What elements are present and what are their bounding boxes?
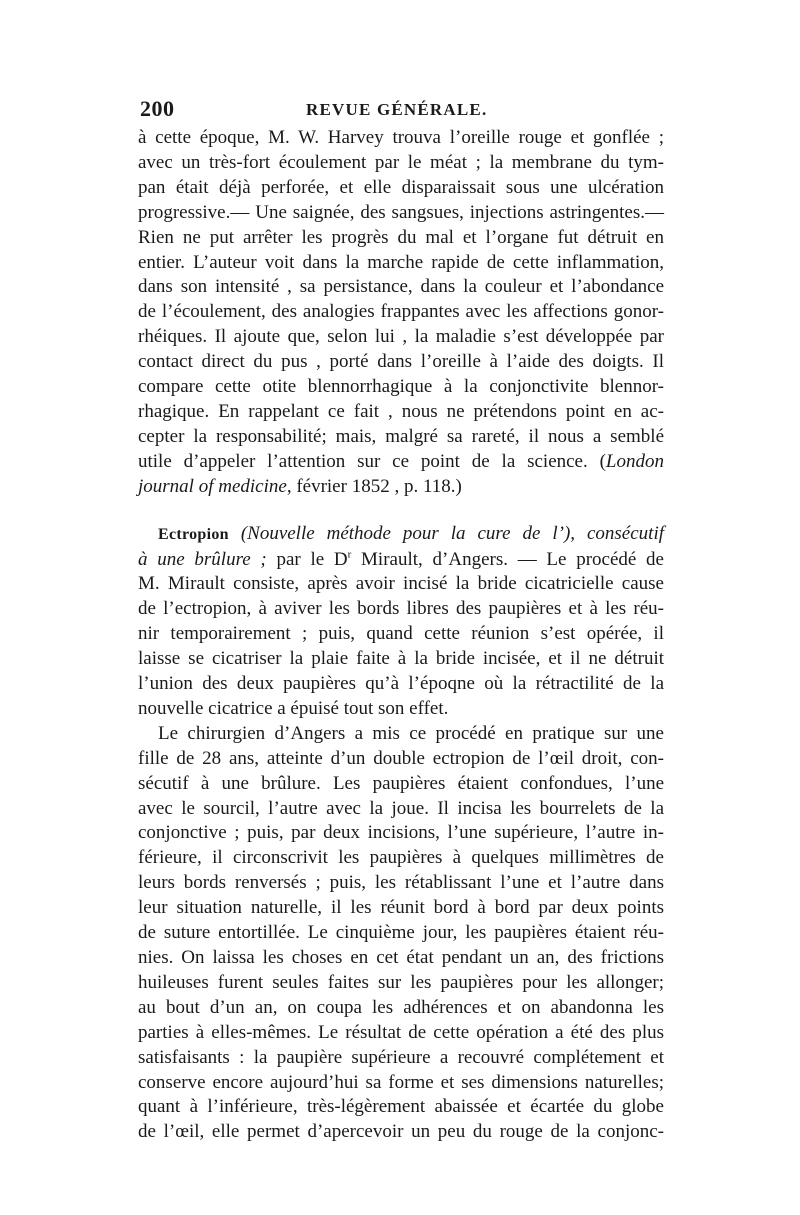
text-line: conjonctive ; puis, par deux incisions, l’une supérieure, l’autre in-: [138, 822, 664, 844]
text-line: de l’ectropion, à aviver les bords libres des paupières et à les réu-: [138, 598, 664, 620]
text-line: sécutif à une brûlure. Les paupières étaient confondues, l’une: [138, 772, 664, 794]
article-subtitle: (Nouvelle méthode pour la cure de l’), consécutif: [240, 522, 664, 544]
text-line: contact direct du pus , porté dans l’oreille à l’aide des doigts. Il: [138, 351, 664, 373]
text-line: satisfaisants : la paupière supérieure a recouvré complétement et: [138, 1046, 664, 1068]
citation-journal-cont: journal of medicine: [138, 475, 287, 497]
text-line: de l’écoulement, des analogies frappantes avec les affections gonor-: [138, 301, 664, 323]
text-line: de suture entortillée. Le cinquième jour, les paupières étaient réu-: [138, 922, 664, 944]
text-line: laisse se cicatriser la plaie faite à la bride incisée, et il ne détruit: [138, 648, 664, 670]
text-fragment: Mirault, d’Angers. — Le procédé de: [351, 548, 664, 570]
text-line: avec le sourcil, l’autre avec la joue. Il incisa les bourrelets de la: [138, 797, 664, 819]
article-title: Ectropion: [158, 525, 229, 543]
article-subtitle-cont: à une brûlure ;: [138, 548, 267, 570]
book-page: [138, 96, 664, 1145]
text-line: l’union des deux paupières qu’à l’époqne où la rétractilité de la: [138, 673, 664, 695]
text-fragment: utile d’appeler l’attention sur ce point de la science. (: [138, 450, 606, 472]
text-line: férieure, il circonscrivit les paupières à quelques millimètres de: [138, 847, 664, 869]
text-line: nouvelle cicatrice a épuisé tout son effet.: [138, 697, 449, 719]
section-gap: [138, 500, 664, 522]
text-line: fille de 28 ans, atteinte d’un double ectropion de l’œil droit, con-: [138, 747, 664, 769]
article-title-line: [138, 522, 664, 548]
text-line: huileuses furent seules faites sur les paupières pour les allonger;: [138, 971, 664, 993]
article-otitis-continuation: [138, 126, 664, 500]
text-line: à cette époque, M. W. Harvey trouva l’oreille rouge et gonflée ;: [138, 127, 664, 148]
page-number: 200: [140, 96, 175, 121]
text-line: [138, 548, 664, 573]
citation-line: [138, 475, 664, 500]
text-fragment: par le D: [276, 548, 348, 570]
text-line: parties à elles-mêmes. Le résultat de cette opération a été des plus: [138, 1021, 664, 1043]
text-line-with-citation: [138, 450, 664, 475]
text-line: compare cette otite blennorrhagique à la conjonctivite blennor-: [138, 376, 664, 398]
text-line: M. Mirault consiste, après avoir incisé la bride cicatricielle cause: [138, 573, 664, 595]
text-line: dans son intensité , sa persistance, dans la couleur et l’abondance: [138, 276, 664, 298]
text-line: leurs bords renversés ; puis, les rétablissant l’une et l’autre dans: [138, 872, 664, 894]
running-head: [138, 96, 664, 126]
text-line: entier. L’auteur voit dans la marche rapide de cette inflammation,: [138, 251, 664, 273]
text-line: conserve encore aujourd’hui sa forme et ses dimensions naturelles;: [138, 1071, 664, 1093]
text-line: nies. On laissa les choses en cet état pendant un an, des frictions: [138, 947, 664, 968]
citation-date: , février 1852 , p. 118.): [286, 475, 462, 497]
text-line: Rien ne put arrêter les progrès du mal et l’organe fut détruit en: [138, 226, 664, 248]
text-line: rhéiques. Il ajoute que, selon lui , la maladie s’est développée par: [138, 326, 664, 348]
text-line: de l’œil, elle permet d’apercevoir un peu du rouge de la conjonc-: [138, 1121, 664, 1143]
text-line: avec un très-fort écoulement par le méat ; la membrane du tym-: [138, 151, 664, 173]
text-line: leur situation naturelle, il les réunit bord à bord par deux points: [138, 897, 664, 919]
article-ectropion: [138, 522, 664, 1146]
text-line: au bout d’un an, on coupa les adhérences et on abandonna les: [138, 996, 664, 1018]
text-line: Le chirurgien d’Angers a mis ce procédé en pratique sur une: [158, 722, 664, 744]
superscript: r: [347, 548, 352, 561]
text-line: cepter la responsabilité; mais, malgré sa rareté, il nous a semblé: [138, 425, 664, 447]
text-line: progressive.— Une saignée, des sangsues, injections astringentes.—: [138, 201, 664, 223]
text-line: quant à l’inférieure, très-légèrement abaissée et écartée du globe: [138, 1096, 664, 1118]
running-title: REVUE GÉNÉRALE.: [306, 100, 488, 119]
text-line: pan était déjà perforée, et elle disparaissait sous une ulcération: [138, 176, 664, 198]
citation-journal: London: [605, 450, 664, 472]
text-line: nir temporairement ; puis, quand cette réunion s’est opérée, il: [138, 623, 664, 645]
text-line: rhagique. En rappelant ce fait , nous ne prétendons point en ac-: [138, 400, 664, 422]
